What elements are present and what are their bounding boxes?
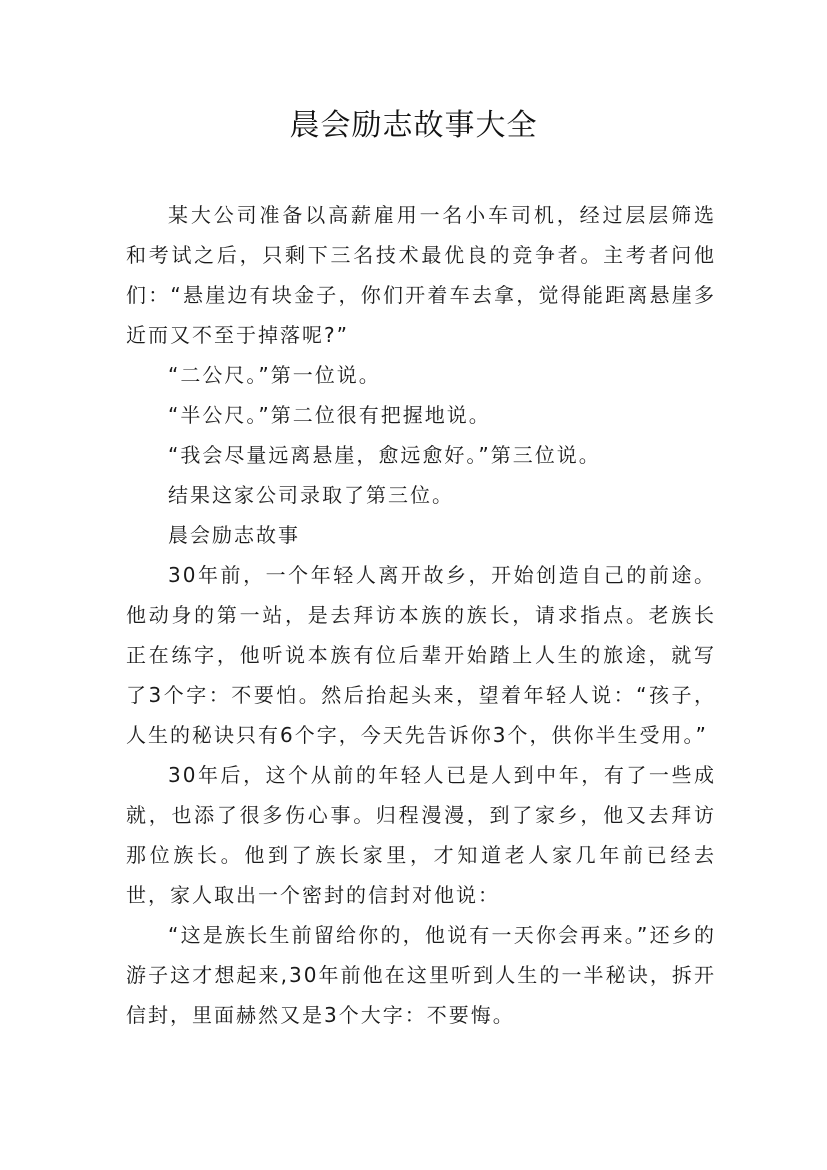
- section-heading: 晨会励志故事: [168, 523, 300, 547]
- paragraph: 30年前，一个年轻人离开故乡，开始创造自己的前途。他动身的第一站，是去拜访本族的族长，请求指点。老族长正在练字，他听说本族有位后辈开始踏上人生的旅途，就写了3个字：不要怕。然后抬起头来，望着年轻人说：“孩子，人生的秘诀只有6个字，今天先告诉你3个，供你半生受用。”: [126, 563, 716, 747]
- paragraph: “二公尺。”第一位说。: [168, 363, 381, 387]
- document-body: [126, 195, 716, 1035]
- paragraph: “我会尽量远离悬崖，愈远愈好。”第三位说。: [168, 443, 601, 467]
- paragraph: “半公尺。”第二位很有把握地说。: [168, 403, 491, 427]
- paragraph: 某大公司准备以高薪雇用一名小车司机，经过层层筛选和考试之后，只剩下三名技术最优良的竞争者。主考者问他们：“悬崖边有块金子，你们开着车去拿，觉得能距离悬崖多近而又不至于掉落呢?”: [126, 203, 716, 347]
- paragraph: 结果这家公司录取了第三位。: [168, 483, 454, 507]
- document-title: 晨会励志故事大全: [289, 108, 538, 143]
- paragraph: “这是族长生前留给你的，他说有一天你会再来。”还乡的游子这才想起来,30年前他在这里听到人生的一半秘诀，拆开信封，里面赫然又是3个大字：不要悔。: [126, 923, 716, 1027]
- paragraph: 30年后，这个从前的年轻人已是人到中年，有了一些成就，也添了很多伤心事。归程漫漫，到了家乡，他又去拜访那位族长。他到了族长家里，才知道老人家几年前已经去世，家人取出一个密封的信封对他说：: [126, 763, 716, 907]
